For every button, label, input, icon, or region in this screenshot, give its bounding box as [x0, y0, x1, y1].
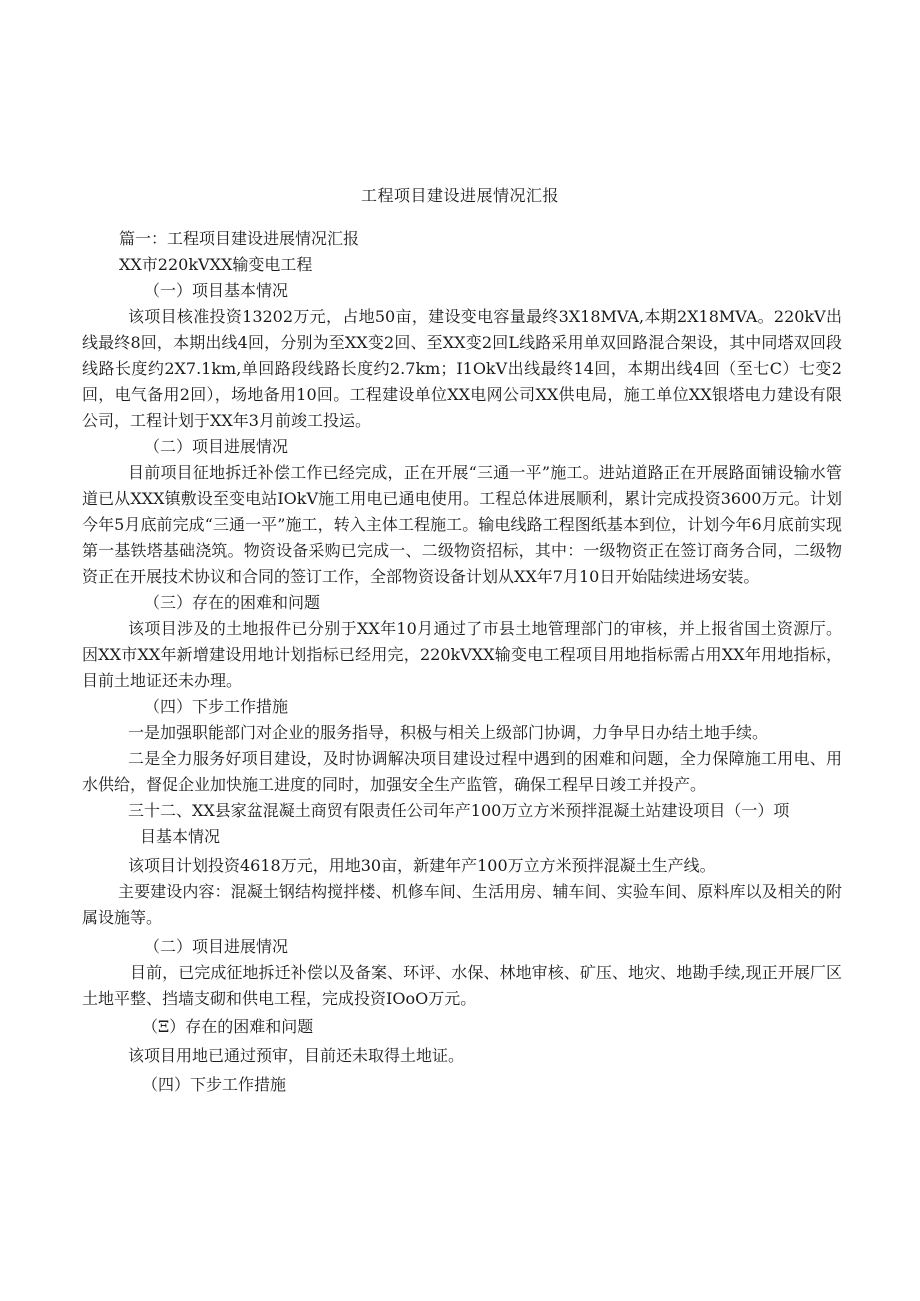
paragraph-measure-two: 二是全力服务好项目建设，及时协调解决项目建设过程中遇到的困难和问题，全力保障施工用电、用水供给，督促企业加快施工进度的同时，加强安全生产监管，确保工程早日竣工并投产。: [82, 749, 842, 794]
document-title: 工程项目建设进展情况汇报: [360, 186, 559, 205]
project-32-heading: 三十二、XX县家盆混凝土商贸有限责任公司年产100万立方米预拌混凝土站建设项目（一）项: [128, 801, 790, 820]
section-heading-next-steps-2: （四）下步工作措施: [142, 1075, 287, 1094]
document-body: [82, 226, 842, 1098]
section-heading-progress: （二）项目进展情况: [144, 437, 289, 456]
paragraph-progress: 目前项目征地拆迁补偿工作已经完成，正在开展“三通一平”施工。进站道路正在开展路面铺设输水管道已从XXX镇敷设至变电站IOkV施工用电已通电使用。工程总体进展顺利，累计完成投资3600万元。计划今年5月底前完成“三通一平”施工，转入主体工程施工。输电线路工程图纸基本到位，计划今年6月底前实现第一基铁塔基础浇筑。物资设备采购已完成一、二级物资招标，其中：一级物资正在签订商务合同，二级物资正在开展技术协议和合同的签订工作，全部物资设备计划从XX年7月10日开始陆续进场安装。: [82, 463, 842, 586]
paragraph-difficulties: 该项目涉及的土地报件已分别于XX年10月通过了市县土地管理部门的审核，并上报省国土资源厅。因XX市XX年新增建设用地计划指标已经用完，220kVXX输变电工程项目用地指标需占用XX年用地指标，目前土地证还未办理。: [82, 619, 842, 690]
paragraph-project-32-investment: 该项目计划投资4618万元，用地30亩，新建年产100万立方米预拌混凝土生产线。: [128, 856, 716, 875]
project-32-heading-continued: 目基本情况: [140, 827, 221, 846]
section-heading-next-steps: （四）下步工作措施: [144, 697, 289, 716]
paragraph-difficulties-2: 该项目用地已通过预审，目前还未取得土地证。: [128, 1046, 465, 1065]
paragraph-measure-one: 一是加强职能部门对企业的服务指导，积极与相关上级部门协调，力争早日办结土地手续。: [128, 723, 769, 742]
section-heading-basic-info: （一）项目基本情况: [144, 281, 289, 300]
paragraph-progress-2: 目前，已完成征地拆迁补偿以及备案、环评、水保、林地审核、矿压、地灾、地勘手续,现正开展厂区土地平整、挡墙支砌和供电工程，完成投资IOoO万元。: [82, 963, 842, 1008]
paragraph-basic-info: 该项目核准投资13202万元，占地50亩，建设变电容量最终3X18MVA,本期2X18MVA。220kV出线最终8回，本期出线4回，分别为至XX变2回、至XX变2回L线路采用单双回路混合架设，其中同塔双回段线路长度约2X7.1km,单回路段线路长度约2.7km；I1OkV出线最终14回，本期出线4回（至七C）七变2回，电气备用2回），场地备用10回。工程建设单位XX电网公司XX供电局，施工单位XX银塔电力建设有限公司，工程计划于XX年3月前竣工投运。: [82, 307, 842, 430]
article-heading: 篇一：工程项目建设进展情况汇报: [119, 229, 360, 248]
section-heading-progress-2: （二）项目进展情况: [144, 937, 289, 956]
paragraph-project-32-content: 主要建设内容：混凝土钢结构搅拌楼、机修车间、生活用房、辅车间、实验车间、原料库以及相关的附属设施等。: [82, 882, 842, 927]
section-heading-difficulties: （三）存在的困难和问题: [144, 593, 321, 612]
project-name: XX市220kVXX输变电工程: [119, 255, 313, 274]
section-heading-difficulties-2: （Ξ）存在的困难和问题: [142, 1017, 314, 1036]
